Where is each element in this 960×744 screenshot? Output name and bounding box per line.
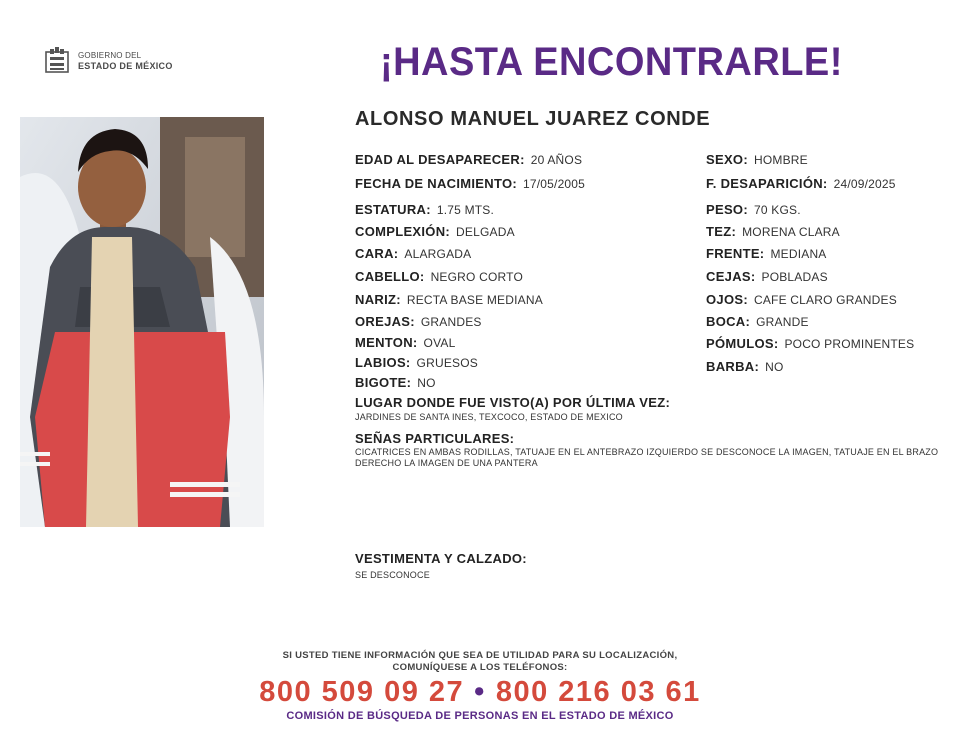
field-desaparicion-label: F. DESAPARICIÓN: [706,176,828,191]
field-sexo-value: HOMBRE [753,153,808,167]
person-name: ALONSO MANUEL JUAREZ CONDE [355,108,711,130]
coat-of-arms-icon [42,46,72,76]
field-edad [355,152,582,167]
field-complexion-label: COMPLEXIÓN: [355,224,451,239]
person-photo-illustration [20,117,264,527]
field-barba-value: NO [765,360,784,374]
field-tez [706,224,840,239]
field-cabello-label: CABELLO: [355,269,425,284]
field-pomulos-value: POCO PROMINENTES [784,337,915,351]
field-labios [355,355,478,370]
person-photo [20,117,264,527]
field-menton-value: OVAL [423,336,456,350]
field-cara-value: ALARGADA [404,247,472,261]
field-labios-label: LABIOS: [355,355,411,370]
field-sexo [706,152,808,167]
field-cara-label: CARA: [355,246,399,261]
vestimenta-label: VESTIMENTA Y CALZADO: [355,551,527,566]
lugar-value: JARDINES DE SANTA INES, TEXCOCO, ESTADO DE MEXICO [355,412,623,422]
field-frente [706,246,827,261]
field-pomulos [706,336,914,351]
field-nacimiento [355,176,585,191]
field-nariz-value: RECTA BASE MEDIANA [406,293,543,307]
field-labios-value: GRUESOS [416,356,478,370]
field-ojos-label: OJOS: [706,292,748,307]
field-estatura [355,202,494,217]
field-orejas-value: GRANDES [420,315,482,329]
field-bigote-value: NO [417,376,436,390]
field-edad-label: EDAD AL DESAPARECER: [355,152,525,167]
field-boca-value: GRANDE [756,315,809,329]
field-menton-label: MENTON: [355,335,418,350]
senas-label: SEÑAS PARTICULARES: [355,431,515,446]
senas-value: CICATRICES EN AMBAS RODILLAS, TATUAJE EN EL ANTEBRAZO IZQUIERDO SE DESCONOCE LA IMAGEN, TATUAJE EN EL BRAZO DERECHO LA IMAGEN DE UNA PANTERA [355,447,939,468]
logo-line2: ESTADO DE MÉXICO [78,61,173,71]
phone-number-1[interactable]: 800 509 09 27 [259,676,465,708]
phone-numbers [0,676,960,709]
field-cejas-value: POBLADAS [761,270,828,284]
phone-separator: • [474,676,486,708]
vestimenta-value: SE DESCONOCE [355,570,430,580]
field-barba [706,359,783,374]
field-frente-value: MEDIANA [770,247,827,261]
footer-info-line2: COMUNÍQUESE A LOS TELÉFONOS: [392,662,568,673]
field-frente-label: FRENTE: [706,246,765,261]
field-edad-value: 20 AÑOS [530,153,583,167]
field-orejas-label: OREJAS: [355,314,415,329]
field-desaparicion-value: 24/09/2025 [833,177,896,191]
field-orejas [355,314,482,329]
field-tez-value: MORENA CLARA [742,225,840,239]
government-logo [42,46,173,76]
lugar-label: LUGAR DONDE FUE VISTO(A) POR ÚLTIMA VEZ: [355,395,671,410]
field-cejas [706,269,828,284]
field-peso-label: PESO: [706,202,748,217]
field-tez-label: TEZ: [706,224,737,239]
field-estatura-label: ESTATURA: [355,202,431,217]
field-estatura-value: 1.75 MTS. [436,203,495,217]
field-complexion-value: DELGADA [456,225,515,239]
field-desaparicion [706,176,896,191]
field-menton [355,335,455,350]
commission-name: COMISIÓN DE BÚSQUEDA DE PERSONAS EN EL ESTADO DE MÉXICO [286,710,674,722]
field-ojos [706,292,897,307]
field-nariz [355,292,543,307]
field-peso-value: 70 KGS. [753,203,801,217]
field-cabello-value: NEGRO CORTO [430,270,523,284]
field-boca [706,314,809,329]
field-pomulos-label: PÓMULOS: [706,336,779,351]
field-bigote [355,375,436,390]
field-sexo-label: SEXO: [706,152,748,167]
field-boca-label: BOCA: [706,314,751,329]
field-bigote-label: BIGOTE: [355,375,412,390]
field-nariz-label: NARIZ: [355,292,401,307]
field-complexion [355,224,515,239]
headline: ¡HASTA ENCONTRARLE! [380,40,843,84]
field-cara [355,246,471,261]
field-nacimiento-label: FECHA DE NACIMIENTO: [355,176,517,191]
field-cabello [355,269,523,284]
field-peso [706,202,801,217]
field-barba-label: BARBA: [706,359,760,374]
logo-line1: GOBIERNO DEL [78,51,142,60]
phone-number-2[interactable]: 800 216 03 61 [495,676,701,708]
field-cejas-label: CEJAS: [706,269,756,284]
field-ojos-value: CAFE CLARO GRANDES [753,293,897,307]
footer-info-line1: SI USTED TIENE INFORMACIÓN QUE SEA DE UTILIDAD PARA SU LOCALIZACIÓN, [282,650,678,661]
field-nacimiento-value: 17/05/2005 [523,177,586,191]
